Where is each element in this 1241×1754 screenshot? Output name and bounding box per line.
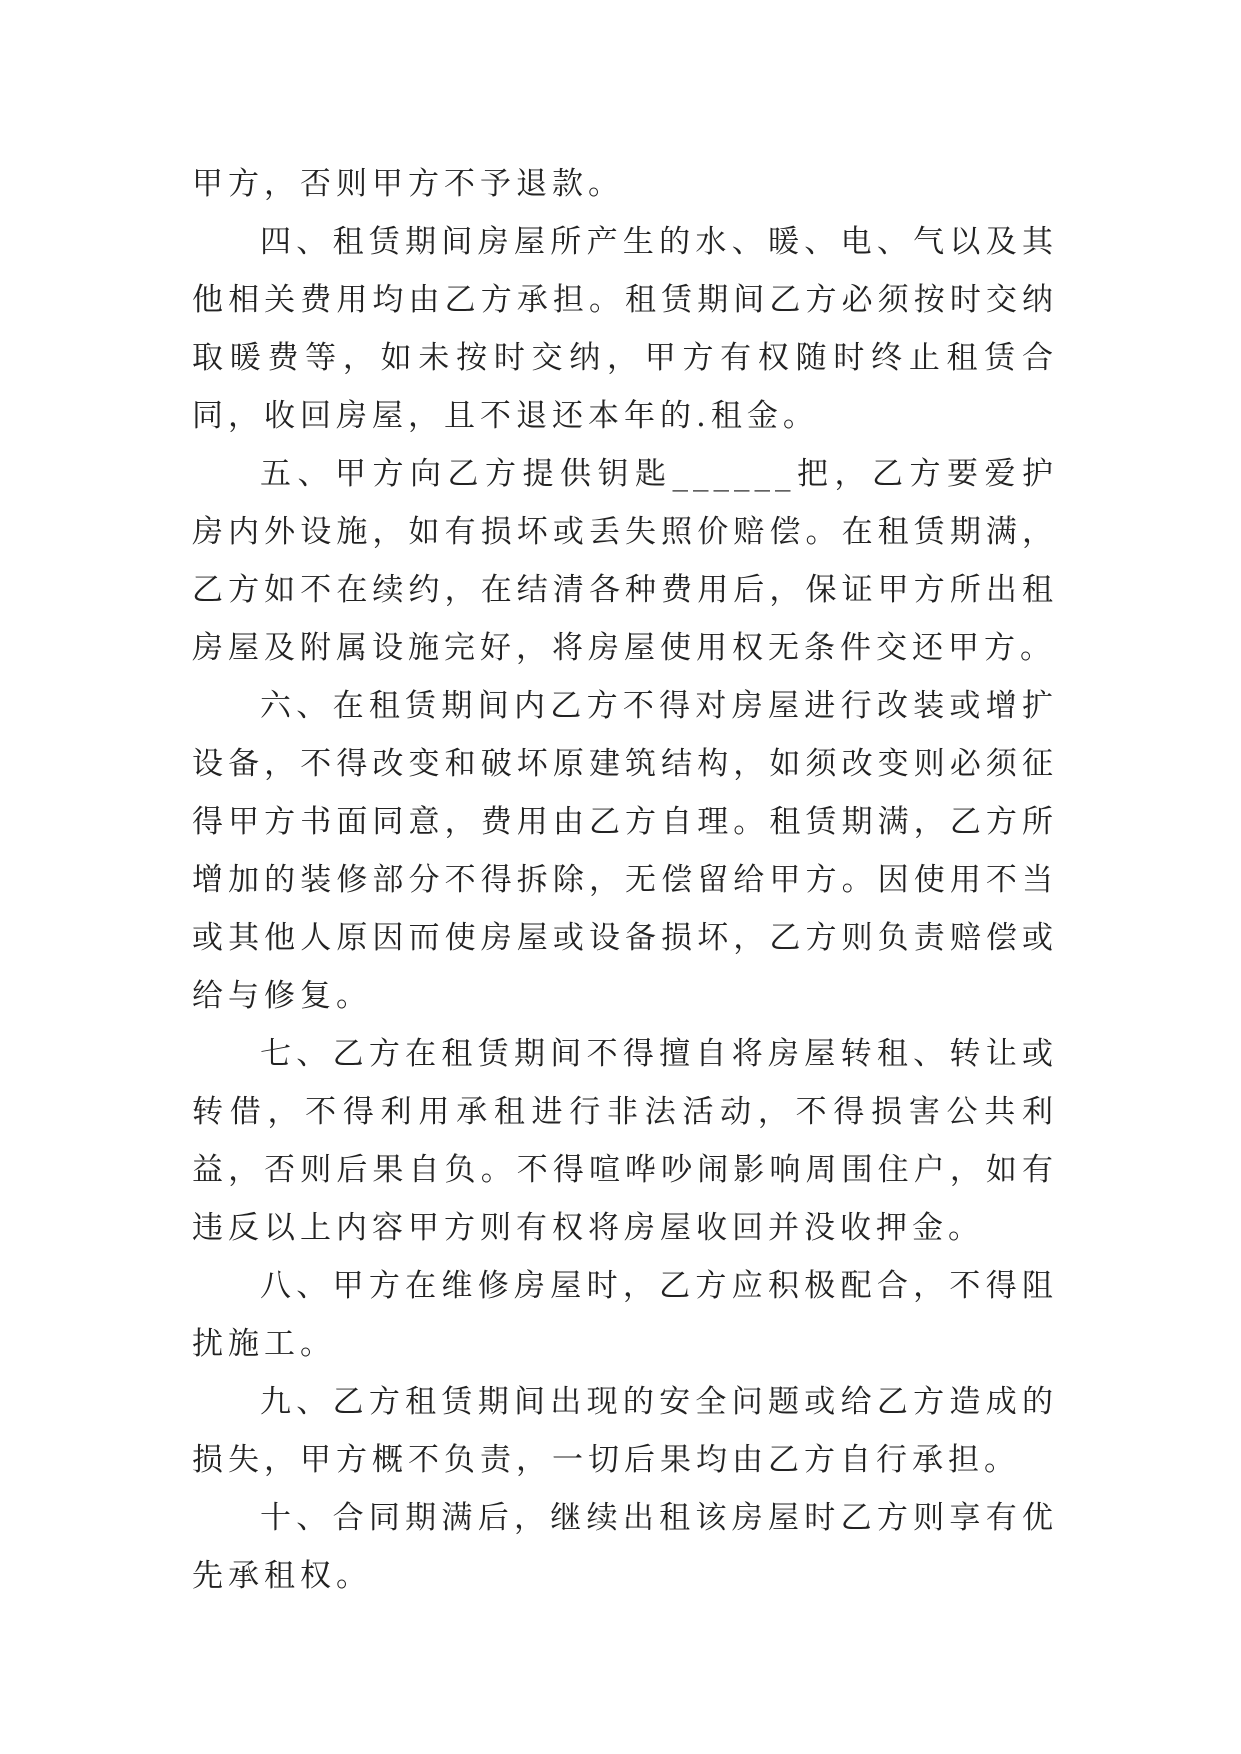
paragraph-clause-4: 四、租赁期间房屋所产生的水、暖、电、气以及其他相关费用均由乙方承担。租赁期间乙方必须按时交纳取暖费等，如未按时交纳，甲方有权随时终止租赁合同，收回房屋，且不退还本年的.租金。 xyxy=(192,224,1058,434)
paragraph-clause-10: 十、合同期满后，继续出租该房屋时乙方则享有优先承租权。 xyxy=(192,1500,1058,1594)
paragraph-clause-5: 五、甲方向乙方提供钥匙______把，乙方要爱护房内外设施，如有损坏或丢失照价赔偿。在租赁期满，乙方如不在续约，在结清各种费用后，保证甲方所出租房屋及附属设施完好，将房屋使用权无条件交还甲方。 xyxy=(192,456,1058,666)
paragraph-continuation: 甲方，否则甲方不予退款。 xyxy=(192,166,624,202)
contract-body xyxy=(192,155,1058,1605)
paragraph-clause-8: 八、甲方在维修房屋时，乙方应积极配合，不得阻扰施工。 xyxy=(192,1268,1058,1362)
paragraph-clause-9: 九、乙方租赁期间出现的安全问题或给乙方造成的损失，甲方概不负责，一切后果均由乙方自行承担。 xyxy=(192,1384,1058,1478)
paragraph-clause-6: 六、在租赁期间内乙方不得对房屋进行改装或增扩设备，不得改变和破坏原建筑结构，如须改变则必须征得甲方书面同意，费用由乙方自理。租赁期满，乙方所增加的装修部分不得拆除，无偿留给甲方。因使用不当或其他人原因而使房屋或设备损坏，乙方则负责赔偿或给与修复。 xyxy=(192,688,1058,1014)
paragraph-clause-7: 七、乙方在租赁期间不得擅自将房屋转租、转让或转借，不得利用承租进行非法活动，不得损害公共利益，否则后果自负。不得喧哗吵闹影响周围住户，如有违反以上内容甲方则有权将房屋收回并没收押金。 xyxy=(192,1036,1058,1246)
